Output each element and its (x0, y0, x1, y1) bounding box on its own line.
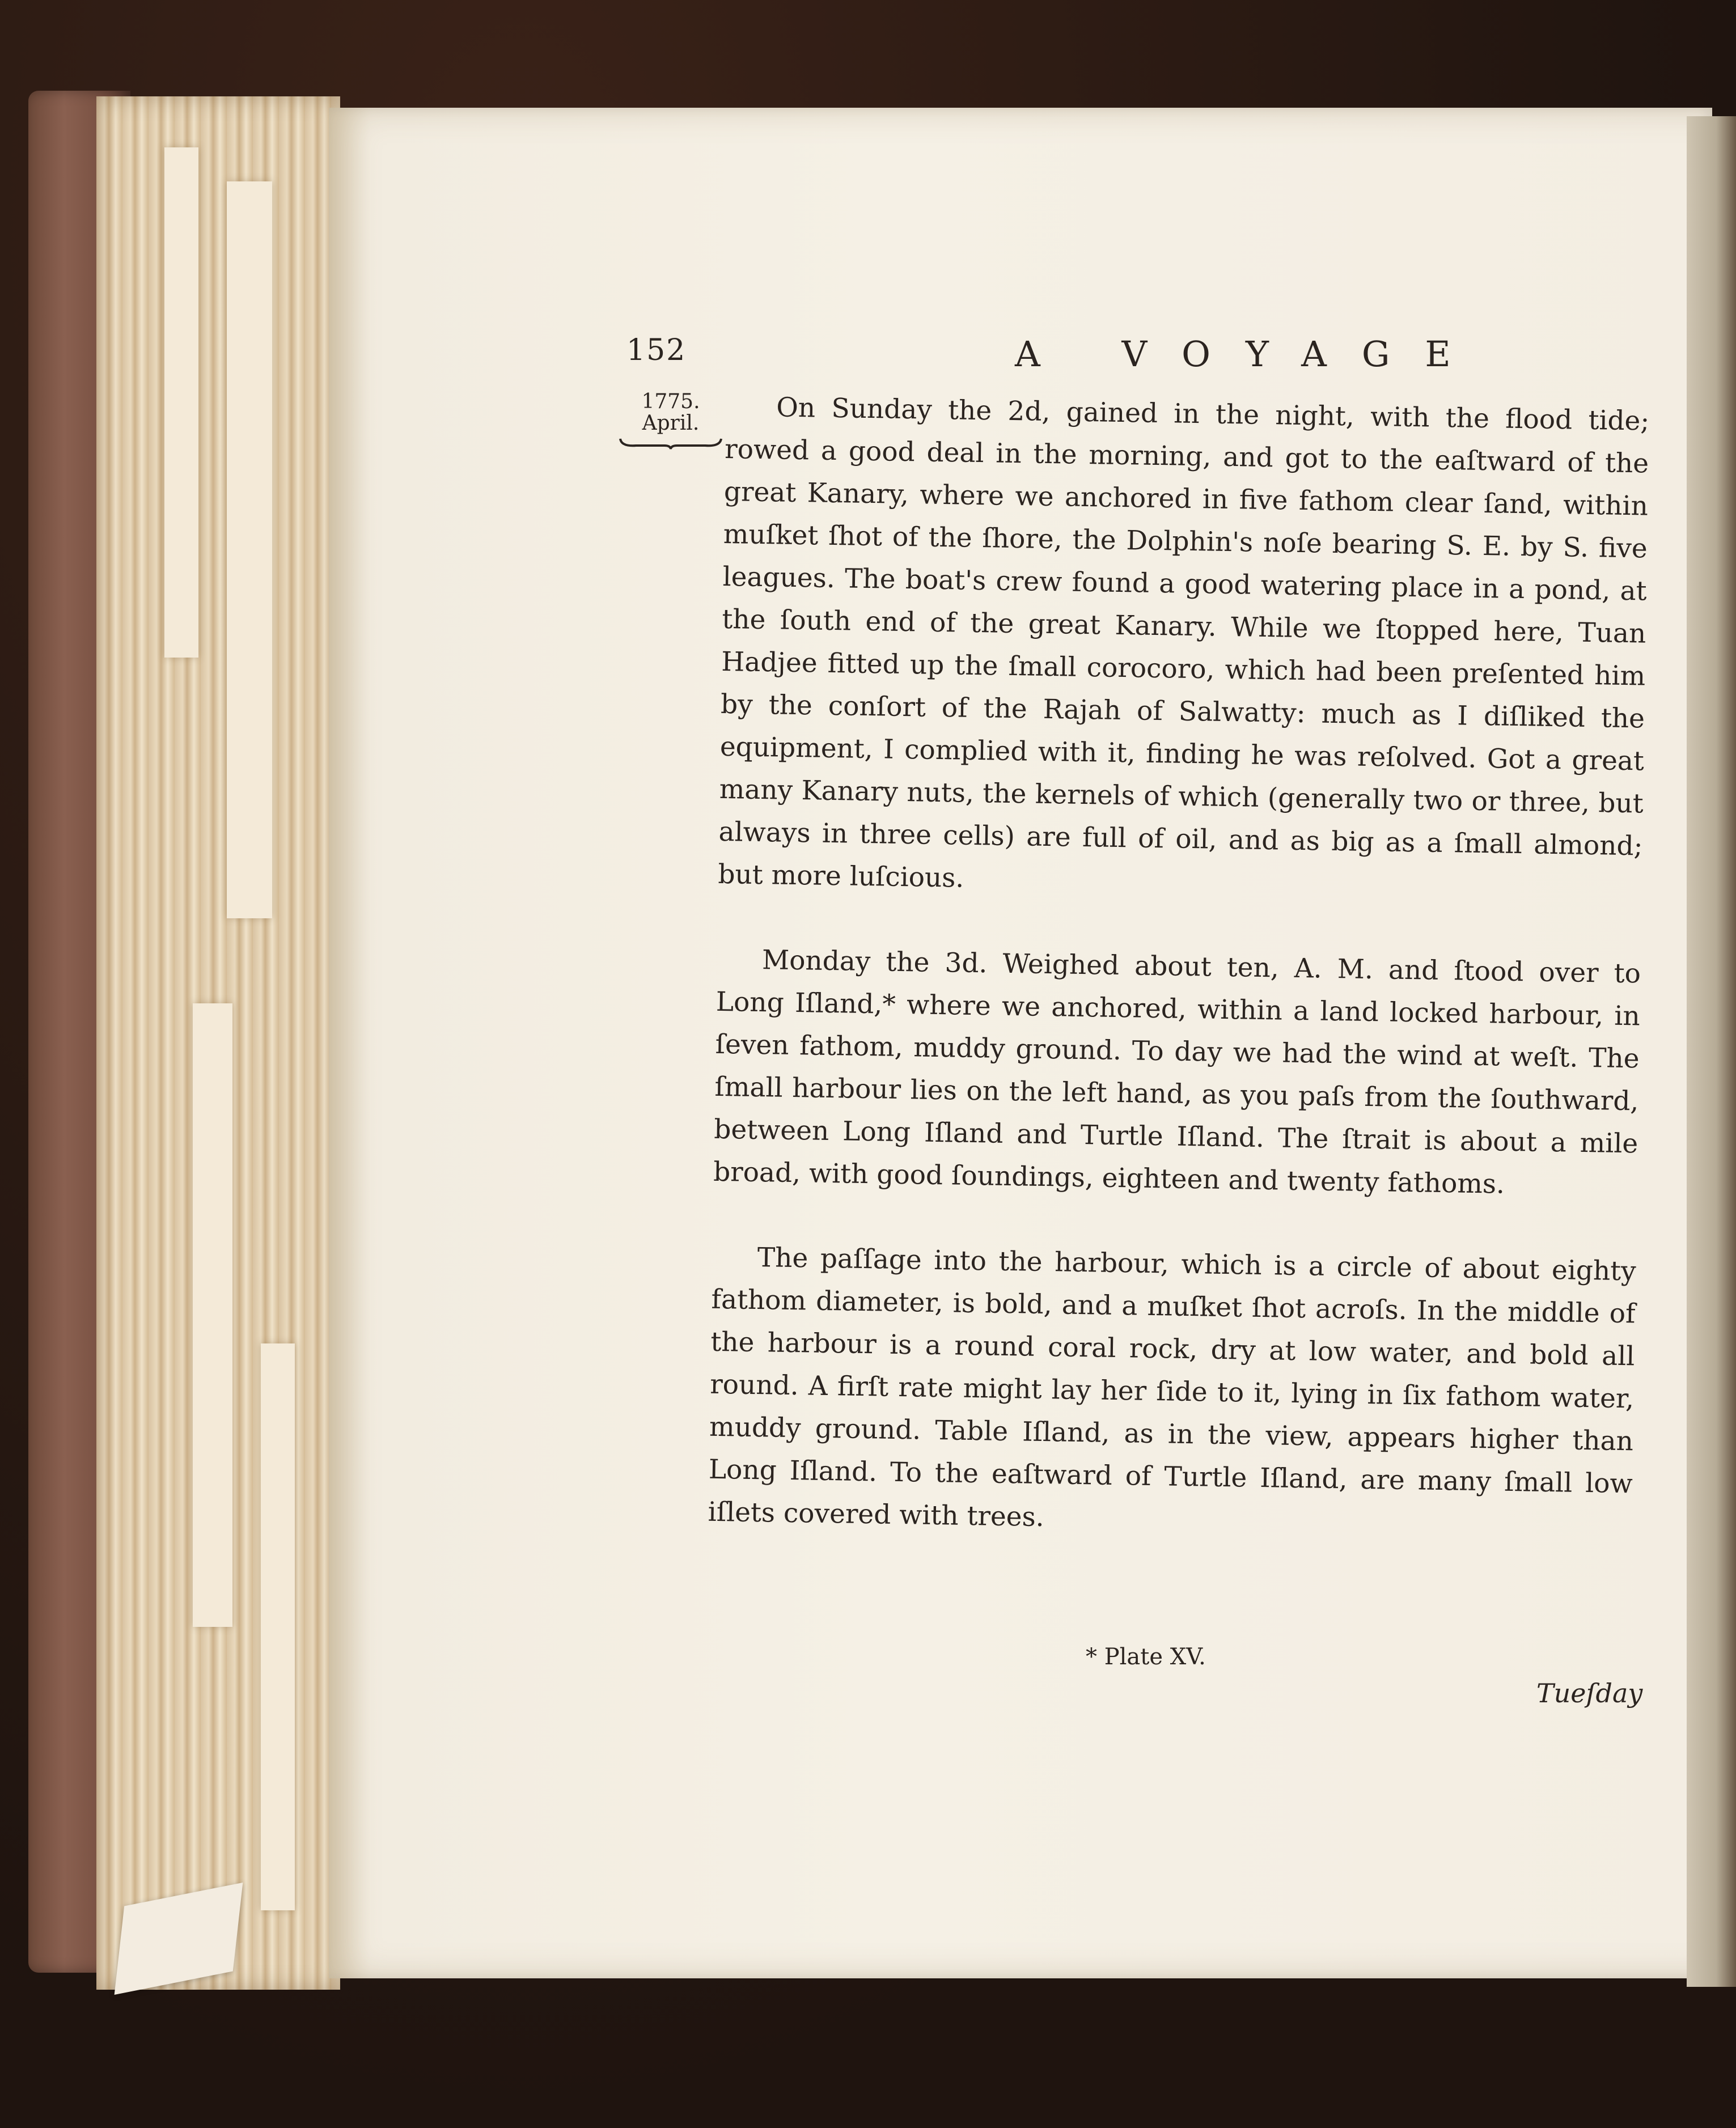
margin-brace-icon (619, 436, 722, 450)
catchword: Tueſday (1536, 1678, 1643, 1709)
page-number: 152 (626, 333, 687, 367)
margin-year: 1775. (641, 390, 700, 413)
margin-date-note (617, 391, 725, 434)
running-head: A VOYAGE (1015, 333, 1486, 375)
paragraph-monday: Monday the 3d. Weighed about ten, A. M. and ſtood over to Long Iſland,* where we anchored, within a land locked harbour, in ſeven fathom, muddy ground. To day we had the wind at weſt. The ſmall harbour lies on the left hand, as you paſs from the ſouthward, between Long Iſland and Turtle Iſland. The ſtrait is about a mile broad, with good ſoundings, eighteen and twenty fathoms. (713, 944, 1641, 1200)
margin-month: April. (642, 412, 700, 435)
paragraph-harbour: The paſſage into the harbour, which is a circle of about eighty fathom diameter, is bold, and a muſket ſhot acroſs. In the middle of the harbour is a round coral rock, dry at low water, and bold all round. A firſt rate might lay her ſide to it, lying in ſix fathom water, muddy ground. Table Iſland, as in the view, appears higher than Long Iſland. To the eaſtward of Turtle Iſland, are many ſmall low iſlets covered with trees. (708, 1242, 1637, 1533)
body-text (708, 385, 1650, 1548)
footnote: * Plate XV. (1086, 1644, 1206, 1670)
paragraph-sunday: On Sunday the 2d, gained in the night, with the flood tide; rowed a good deal in the morning, and got to the eaſtward of the great Kanary, where we anchored in five fathom clear ſand, within muſket ſhot of the ſhore, the Dolphin's noſe bearing S. E. by S. five leagues. The boat's crew found a good watering place in a pond, at the ſouth end of the great Kanary. While we ſtopped here, Tuan Hadjee fitted up the ſmall corocoro, which had been preſented him by the conſort of the Rajah of Salwatty: much as I diſliked the equipment, I complied with it, finding he was reſolved. Got a great many Kanary nuts, the kernels of which (generally two or three, but always in three cells) are full of oil, and as big as a ſmall almond; but more luſcious. (718, 392, 1650, 894)
